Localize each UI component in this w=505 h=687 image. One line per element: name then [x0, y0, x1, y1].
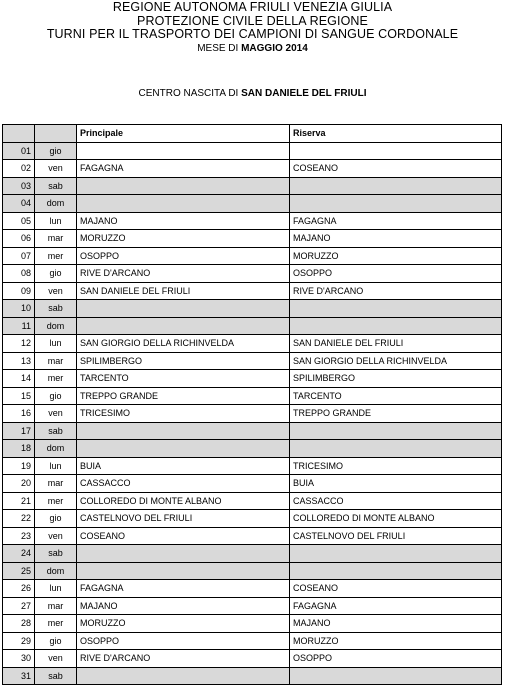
table-row	[3, 195, 502, 213]
weekday: lun	[35, 335, 77, 353]
day-number: 28	[3, 615, 35, 633]
document-header	[0, 0, 505, 55]
day-number: 21	[3, 492, 35, 510]
header-principale: Principale	[77, 125, 290, 143]
day-number: 15	[3, 387, 35, 405]
table-row	[3, 562, 502, 580]
day-number: 25	[3, 562, 35, 580]
riserva-cell: SAN DANIELE DEL FRIULI	[290, 335, 502, 353]
riserva-cell: COSEANO	[290, 580, 502, 598]
principale-cell: SPILIMBERGO	[77, 352, 290, 370]
riserva-cell	[290, 545, 502, 563]
principale-cell: TRICESIMO	[77, 405, 290, 423]
principale-cell: BUIA	[77, 457, 290, 475]
principale-cell	[77, 545, 290, 563]
day-number: 26	[3, 580, 35, 598]
weekday: dom	[35, 440, 77, 458]
table-row	[3, 160, 502, 178]
table-row	[3, 492, 502, 510]
weekday: mer	[35, 492, 77, 510]
day-number: 30	[3, 650, 35, 668]
day-number: 17	[3, 422, 35, 440]
weekday: gio	[35, 387, 77, 405]
principale-cell: CASTELNOVO DEL FRIULI	[77, 510, 290, 528]
day-number: 13	[3, 352, 35, 370]
day-number: 04	[3, 195, 35, 213]
day-number: 24	[3, 545, 35, 563]
table-row	[3, 317, 502, 335]
principale-cell	[77, 422, 290, 440]
weekday: lun	[35, 212, 77, 230]
weekday: ven	[35, 160, 77, 178]
weekday: sab	[35, 545, 77, 563]
header-weekday	[35, 125, 77, 143]
header-protezione-civile: PROTEZIONE CIVILE DELLA REGIONE	[137, 13, 368, 28]
principale-cell: MORUZZO	[77, 615, 290, 633]
table-body	[3, 142, 502, 685]
riserva-cell	[290, 440, 502, 458]
riserva-cell	[290, 422, 502, 440]
day-number: 16	[3, 405, 35, 423]
table-row	[3, 475, 502, 493]
riserva-cell: SPILIMBERGO	[290, 370, 502, 388]
principale-cell: MORUZZO	[77, 230, 290, 248]
weekday: mer	[35, 247, 77, 265]
weekday: gio	[35, 632, 77, 650]
principale-cell: OSOPPO	[77, 632, 290, 650]
table-row	[3, 177, 502, 195]
day-number: 01	[3, 142, 35, 160]
riserva-cell: OSOPPO	[290, 265, 502, 283]
table-row	[3, 230, 502, 248]
header-riserva: Riserva	[290, 125, 502, 143]
weekday: mar	[35, 475, 77, 493]
principale-cell: CASSACCO	[77, 475, 290, 493]
day-number: 29	[3, 632, 35, 650]
table-row	[3, 387, 502, 405]
table-row	[3, 510, 502, 528]
weekday: gio	[35, 142, 77, 160]
riserva-cell: FAGAGNA	[290, 212, 502, 230]
weekday: mer	[35, 370, 77, 388]
weekday: sab	[35, 300, 77, 318]
principale-cell: COSEANO	[77, 527, 290, 545]
birth-center-heading	[0, 88, 505, 99]
riserva-cell: CASSACCO	[290, 492, 502, 510]
weekday: mar	[35, 352, 77, 370]
table-row	[3, 650, 502, 668]
riserva-cell: OSOPPO	[290, 650, 502, 668]
riserva-cell: FAGAGNA	[290, 597, 502, 615]
day-number: 31	[3, 667, 35, 685]
table-row	[3, 440, 502, 458]
day-number: 19	[3, 457, 35, 475]
table-row	[3, 615, 502, 633]
principale-cell	[77, 177, 290, 195]
day-number: 14	[3, 370, 35, 388]
principale-cell: OSOPPO	[77, 247, 290, 265]
riserva-cell: CASTELNOVO DEL FRIULI	[290, 527, 502, 545]
day-number: 18	[3, 440, 35, 458]
day-number: 23	[3, 527, 35, 545]
table-row	[3, 632, 502, 650]
weekday: mar	[35, 230, 77, 248]
principale-cell: TARCENTO	[77, 370, 290, 388]
day-number: 10	[3, 300, 35, 318]
riserva-cell	[290, 142, 502, 160]
table-row	[3, 457, 502, 475]
table-row	[3, 352, 502, 370]
header-day-number	[3, 125, 35, 143]
day-number: 02	[3, 160, 35, 178]
weekday: ven	[35, 405, 77, 423]
weekday: dom	[35, 195, 77, 213]
shift-schedule-table	[2, 124, 502, 685]
table-row	[3, 422, 502, 440]
header-month	[0, 43, 505, 55]
table-row	[3, 142, 502, 160]
principale-cell	[77, 195, 290, 213]
day-number: 05	[3, 212, 35, 230]
weekday: gio	[35, 265, 77, 283]
principale-cell	[77, 317, 290, 335]
table-row	[3, 597, 502, 615]
day-number: 11	[3, 317, 35, 335]
table-row	[3, 212, 502, 230]
weekday: sab	[35, 177, 77, 195]
day-number: 09	[3, 282, 35, 300]
principale-cell: TREPPO GRANDE	[77, 387, 290, 405]
riserva-cell: MAJANO	[290, 230, 502, 248]
weekday: lun	[35, 580, 77, 598]
riserva-cell	[290, 300, 502, 318]
table-row	[3, 265, 502, 283]
riserva-cell: MAJANO	[290, 615, 502, 633]
table-row	[3, 667, 502, 685]
table-row	[3, 405, 502, 423]
weekday: dom	[35, 562, 77, 580]
principale-cell: FAGAGNA	[77, 160, 290, 178]
day-number: 12	[3, 335, 35, 353]
riserva-cell	[290, 667, 502, 685]
day-number: 22	[3, 510, 35, 528]
table-row	[3, 247, 502, 265]
riserva-cell: TREPPO GRANDE	[290, 405, 502, 423]
principale-cell	[77, 440, 290, 458]
table-row	[3, 370, 502, 388]
weekday: ven	[35, 527, 77, 545]
day-number: 27	[3, 597, 35, 615]
weekday: sab	[35, 422, 77, 440]
table-header-row	[3, 125, 502, 143]
table-row	[3, 580, 502, 598]
principale-cell: SAN GIORGIO DELLA RICHINVELDA	[77, 335, 290, 353]
table-row	[3, 545, 502, 563]
principale-cell: MAJANO	[77, 597, 290, 615]
month-value: MAGGIO 2014	[241, 42, 308, 54]
weekday: gio	[35, 510, 77, 528]
weekday: lun	[35, 457, 77, 475]
principale-cell: SAN DANIELE DEL FRIULI	[77, 282, 290, 300]
riserva-cell	[290, 195, 502, 213]
principale-cell: RIVE D'ARCANO	[77, 265, 290, 283]
riserva-cell: COLLOREDO DI MONTE ALBANO	[290, 510, 502, 528]
table-row	[3, 282, 502, 300]
weekday: mer	[35, 615, 77, 633]
riserva-cell: TARCENTO	[290, 387, 502, 405]
riserva-cell	[290, 317, 502, 335]
weekday: mar	[35, 597, 77, 615]
centro-label: CENTRO NASCITA DI	[138, 88, 239, 99]
riserva-cell: RIVE D'ARCANO	[290, 282, 502, 300]
principale-cell: FAGAGNA	[77, 580, 290, 598]
principale-cell	[77, 667, 290, 685]
table-row	[3, 335, 502, 353]
table-row	[3, 527, 502, 545]
riserva-cell: COSEANO	[290, 160, 502, 178]
principale-cell	[77, 142, 290, 160]
day-number: 07	[3, 247, 35, 265]
header-region: REGIONE AUTONOMA FRIULI VENEZIA GIULIA	[112, 0, 393, 14]
day-number: 08	[3, 265, 35, 283]
weekday: sab	[35, 667, 77, 685]
principale-cell: MAJANO	[77, 212, 290, 230]
riserva-cell: MORUZZO	[290, 247, 502, 265]
riserva-cell: MORUZZO	[290, 632, 502, 650]
centro-value: SAN DANIELE DEL FRIULI	[241, 88, 367, 99]
principale-cell	[77, 300, 290, 318]
table-row	[3, 300, 502, 318]
riserva-cell: TRICESIMO	[290, 457, 502, 475]
principale-cell: RIVE D'ARCANO	[77, 650, 290, 668]
day-number: 20	[3, 475, 35, 493]
weekday: dom	[35, 317, 77, 335]
day-number: 06	[3, 230, 35, 248]
header-title: TURNI PER IL TRASPORTO DEI CAMPIONI DI SANGUE CORDONALE	[46, 27, 459, 41]
riserva-cell: SAN GIORGIO DELLA RICHINVELDA	[290, 352, 502, 370]
weekday: ven	[35, 282, 77, 300]
principale-cell: COLLOREDO DI MONTE ALBANO	[77, 492, 290, 510]
riserva-cell: BUIA	[290, 475, 502, 493]
weekday: ven	[35, 650, 77, 668]
month-label: MESE DI	[197, 42, 239, 54]
riserva-cell	[290, 562, 502, 580]
principale-cell	[77, 562, 290, 580]
day-number: 03	[3, 177, 35, 195]
riserva-cell	[290, 177, 502, 195]
